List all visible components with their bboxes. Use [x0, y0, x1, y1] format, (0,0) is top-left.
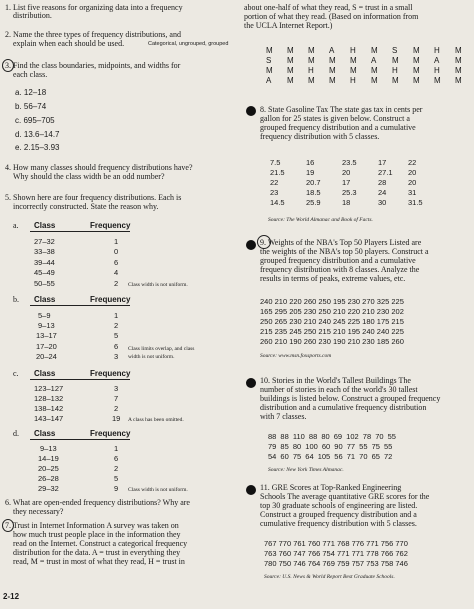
stories-row: 79 85 80 100 60 90 77 55 75 55: [268, 442, 393, 451]
trust-letter: M: [371, 76, 378, 85]
q3-line-2: each class.: [13, 70, 48, 79]
q3-item-e: e. 2.15–3.93: [15, 143, 60, 152]
q3-item-b: b. 56–74: [15, 102, 47, 111]
q11-line-5: cumulative frequency distribution with 5 classes.: [260, 519, 417, 528]
trust-letter: H: [434, 46, 440, 55]
page-number: 2-12: [3, 592, 20, 601]
table-a-freq: 2: [114, 279, 119, 288]
table-a-freq: 0: [114, 247, 119, 256]
q8-line-1: 8. State Gasoline Tax The state gas tax in cents per: [260, 105, 423, 114]
trust-letter: M: [287, 46, 294, 55]
gre-row: 763 760 747 766 754 771 771 778 766 762: [264, 549, 408, 558]
table-b-note-2: width is not uniform.: [128, 354, 175, 360]
trust-letter: A: [434, 56, 440, 65]
q3-item-a: a. 12–18: [15, 88, 47, 97]
table-c-label: c.: [13, 369, 19, 378]
stories-source: Source: New York Times Almanac.: [268, 467, 344, 473]
gas-tax-value: 21.5: [270, 168, 285, 177]
gas-tax-value: 18.5: [306, 188, 321, 197]
exercise-bullet-icon: [246, 378, 256, 388]
trust-letter: M: [413, 76, 420, 85]
trust-letter: M: [392, 76, 399, 85]
q5-line-2: incorrectly constructed. State the reason why.: [13, 202, 159, 211]
gas-tax-value: 23.5: [342, 158, 357, 167]
q10-line-2: number of stories in each of the world's 30 tallest: [260, 385, 418, 394]
table-b-rule: [30, 305, 130, 306]
q3-line-1: 3. Find the class boundaries, midpoints, and widths for: [5, 61, 181, 70]
table-a-rule: [30, 231, 130, 232]
table-d-class: 29–32: [38, 484, 59, 493]
exercise-bullet-icon: [246, 485, 256, 495]
gre-row: 767 770 761 760 771 768 776 771 756 770: [264, 539, 408, 548]
table-d-frequency-header: Frequency: [90, 429, 131, 438]
table-b-freq: 6: [114, 342, 119, 351]
trust-letter: H: [434, 66, 440, 75]
table-b-class: 17–20: [36, 342, 57, 351]
table-c-freq: 19: [112, 414, 121, 423]
trust-letter: M: [287, 76, 294, 85]
table-a-class: 27–32: [34, 237, 55, 246]
gas-tax-value: 16: [306, 158, 315, 167]
trust-letter: M: [350, 56, 357, 65]
table-a-class: 45–49: [34, 268, 55, 277]
trust-letter: S: [266, 56, 272, 65]
table-a-freq: 4: [114, 268, 119, 277]
trust-letter: M: [329, 76, 336, 85]
q7-line-1: 7. Trust in Internet Information A survey was taken on: [5, 521, 179, 530]
table-b-class: 5–9: [38, 311, 51, 320]
trust-letter: M: [266, 46, 273, 55]
gas-tax-value: 31.5: [408, 198, 423, 207]
trust-letter: M: [329, 56, 336, 65]
gas-tax-value: 27.1: [378, 168, 393, 177]
gas-tax-value: 31: [408, 188, 417, 197]
table-c-rule: [30, 379, 130, 380]
q7-continued-line-3: the UCLA Internet Report.): [244, 21, 333, 30]
trust-letter: M: [413, 66, 420, 75]
table-d-freq: 5: [114, 474, 119, 483]
table-a-freq: 6: [114, 258, 119, 267]
table-d-class: 26–28: [38, 474, 59, 483]
gre-source: Source: U.S. News & World Report Best Graduate Schools.: [264, 574, 395, 580]
q1-line-2: distribution.: [13, 11, 52, 20]
gas-tax-value: 17: [342, 178, 351, 187]
table-a-class: 39–44: [34, 258, 55, 267]
trust-letter: M: [371, 46, 378, 55]
gas-tax-value: 25.9: [306, 198, 321, 207]
trust-letter: M: [308, 56, 315, 65]
table-b-freq: 3: [114, 352, 119, 361]
trust-letter: A: [329, 46, 335, 55]
table-c-note: A class has been omitted.: [128, 417, 184, 423]
table-b-freq: 5: [114, 331, 119, 340]
gas-tax-value: 20: [408, 168, 417, 177]
gas-tax-value: 20: [408, 178, 417, 187]
trust-letter: M: [350, 66, 357, 75]
table-c-class-header: Class: [34, 369, 56, 378]
weights-row: 250 265 230 210 240 245 225 180 175 215: [260, 317, 404, 326]
table-b-class-header: Class: [34, 295, 56, 304]
trust-letter: M: [371, 66, 378, 75]
q9-line-3: grouped frequency distribution and a cumulative: [260, 256, 416, 265]
q2-line-1: 2. Name the three types of frequency distributions, and: [5, 30, 181, 39]
gas-tax-value: 25.3: [342, 188, 357, 197]
q3-item-d: d. 13.6–14.7: [15, 130, 60, 139]
table-d-class: 20–25: [38, 464, 59, 473]
q11-line-1: 11. GRE Scores at Top-Ranked Engineering: [260, 483, 402, 492]
q7-line-4: distribution for the data. A = trust in everything they: [13, 548, 181, 557]
table-b-class: 13–17: [36, 331, 57, 340]
trust-letter: M: [434, 76, 441, 85]
gas-tax-value: 20.7: [306, 178, 321, 187]
trust-letter: A: [266, 76, 272, 85]
trust-letter: M: [266, 66, 273, 75]
table-a-frequency-header: Frequency: [90, 221, 131, 230]
table-c-freq: 7: [114, 394, 119, 403]
q2-line-2: explain when each should be used.: [13, 39, 125, 48]
table-d-class: 14–19: [38, 454, 59, 463]
q9-line-5: results in terms of peaks, extreme values, etc.: [260, 274, 406, 283]
table-c-frequency-header: Frequency: [90, 369, 131, 378]
q4-line-1: 4. How many classes should frequency distributions have?: [5, 163, 193, 172]
table-d-freq: 9: [114, 484, 119, 493]
table-c-class: 143–147: [34, 414, 64, 423]
gas-tax-value: 24: [378, 188, 387, 197]
trust-letter: H: [350, 76, 356, 85]
trust-letter: M: [455, 66, 462, 75]
weights-row: 240 210 220 260 250 195 230 270 325 225: [260, 297, 404, 306]
q9-line-4: frequency distribution with 8 classes. Analyze the: [260, 265, 420, 274]
q11-line-4: Construct a grouped frequency distribution and a: [260, 510, 417, 519]
table-d-freq: 2: [114, 464, 119, 473]
trust-letter: H: [392, 66, 398, 75]
gas-tax-value: 28: [378, 178, 387, 187]
table-a-class: 50–55: [34, 279, 55, 288]
trust-letter: M: [455, 46, 462, 55]
table-d-freq: 6: [114, 454, 119, 463]
table-d-freq: 1: [114, 444, 119, 453]
gre-row: 780 750 746 764 769 759 757 753 758 746: [264, 559, 408, 568]
gas-tax-value: 20: [342, 168, 351, 177]
q6-line-1: 6. What are open-ended frequency distributions? Why are: [5, 498, 190, 507]
q7-continued-line-2: portion of what they read. (Based on information from: [244, 12, 419, 21]
q10-line-1: 10. Stories in the World's Tallest Buildings The: [260, 376, 411, 385]
table-a-class: 33–38: [34, 247, 55, 256]
weights-row: 260 210 190 260 230 190 210 230 185 260: [260, 337, 404, 346]
q8-line-4: frequency distribution with 5 classes.: [260, 132, 380, 141]
q2-handwritten-note: Categorical, ungrouped, grouped: [148, 41, 229, 47]
trust-letter: M: [329, 66, 336, 75]
trust-letter: H: [350, 46, 356, 55]
stories-row: 88 88 110 88 80 69 102 78 70 55: [268, 432, 396, 441]
table-d-note: Class width is not uniform.: [128, 487, 188, 493]
trust-letter: M: [455, 76, 462, 85]
exercise-bullet-icon: [246, 106, 256, 116]
table-b-note-1: Class limits overlap, and class: [128, 346, 195, 352]
stories-row: 54 60 75 64 105 56 71 70 65 72: [268, 452, 393, 461]
trust-letter: M: [287, 56, 294, 65]
table-c-class: 138–142: [34, 404, 64, 413]
table-b-frequency-header: Frequency: [90, 295, 131, 304]
gas-tax-value: 23: [270, 188, 279, 197]
table-b-class: 20–24: [36, 352, 57, 361]
trust-letter: M: [308, 46, 315, 55]
table-a-class-header: Class: [34, 221, 56, 230]
q5-line-1: 5. Shown here are four frequency distributions. Each is: [5, 193, 182, 202]
exercise-bullet-icon: [246, 240, 256, 250]
gas-tax-value: 7.5: [270, 158, 281, 167]
trust-letter: H: [308, 66, 314, 75]
q3-item-c: c. 695–705: [15, 116, 55, 125]
q4-line-2: Why should the class width be an odd number?: [13, 172, 165, 181]
weights-row: 215 235 245 250 215 210 195 240 240 225: [260, 327, 404, 336]
table-a-note: Class width is not uniform.: [128, 282, 188, 288]
trust-letter: A: [371, 56, 377, 65]
q7-line-5: read, M = trust in most of what they read, H = trust in: [13, 557, 185, 566]
table-b-label: b.: [13, 295, 19, 304]
gas-source: Source: The World Almanac and Book of Facts.: [268, 217, 373, 223]
table-c-class: 123–127: [34, 384, 64, 393]
trust-letter: M: [413, 46, 420, 55]
trust-letter: M: [308, 76, 315, 85]
gas-tax-value: 18: [342, 198, 351, 207]
gas-tax-value: 19: [306, 168, 315, 177]
table-d-label: d.: [13, 429, 19, 438]
q7-line-3: read on the Internet. Construct a categorical frequency: [13, 539, 188, 548]
q10-line-4: distribution and a cumulative frequency distribution: [260, 403, 427, 412]
gas-tax-value: 22: [270, 178, 279, 187]
table-d-class: 9–13: [40, 444, 57, 453]
gas-tax-value: 14.5: [270, 198, 285, 207]
table-c-freq: 2: [114, 404, 119, 413]
trust-letter: M: [413, 56, 420, 65]
trust-letter: S: [392, 46, 398, 55]
table-a-label: a.: [13, 221, 19, 230]
q8-line-3: grouped frequency distribution and a cumulative: [260, 123, 416, 132]
gas-tax-value: 17: [378, 158, 387, 167]
q9-line-2: the weights of the NBA's top 50 players. Construct a: [260, 247, 429, 256]
q7-continued-line-1: about one-half of what they read, S = trust in a small: [244, 3, 413, 12]
table-c-class: 128–132: [34, 394, 64, 403]
table-b-class: 9–13: [38, 321, 55, 330]
q10-line-5: with 7 classes.: [260, 412, 307, 421]
q8-line-2: gallon for 25 states is given below. Construct a: [260, 114, 410, 123]
gas-tax-value: 22: [408, 158, 417, 167]
table-b-freq: 2: [114, 321, 119, 330]
weights-source: Source: www.msn.foxsports.com: [260, 353, 332, 359]
q10-line-3: buildings is listed below. Construct a grouped frequency: [260, 394, 441, 403]
table-c-freq: 3: [114, 384, 119, 393]
q11-line-2: Schools The average quantitative GRE scores for the: [260, 492, 430, 501]
q6-line-2: they necessary?: [13, 507, 64, 516]
trust-letter: M: [287, 66, 294, 75]
q9-line-1: 9. Weights of the NBA's Top 50 Players Listed are: [260, 238, 422, 247]
gas-tax-value: 30: [378, 198, 387, 207]
q11-line-3: top 30 graduate schools of engineering are listed.: [260, 501, 418, 510]
trust-letter: M: [392, 56, 399, 65]
weights-row: 165 295 205 230 250 210 220 210 230 202: [260, 307, 404, 316]
table-d-rule: [30, 439, 130, 440]
table-b-freq: 1: [114, 311, 119, 320]
q1-line-1: 1. List five reasons for organizing data into a frequency: [5, 3, 183, 12]
table-d-class-header: Class: [34, 429, 56, 438]
table-a-freq: 1: [114, 237, 119, 246]
q7-line-2: how much trust people place in the information they: [13, 530, 181, 539]
trust-letter: M: [455, 56, 462, 65]
